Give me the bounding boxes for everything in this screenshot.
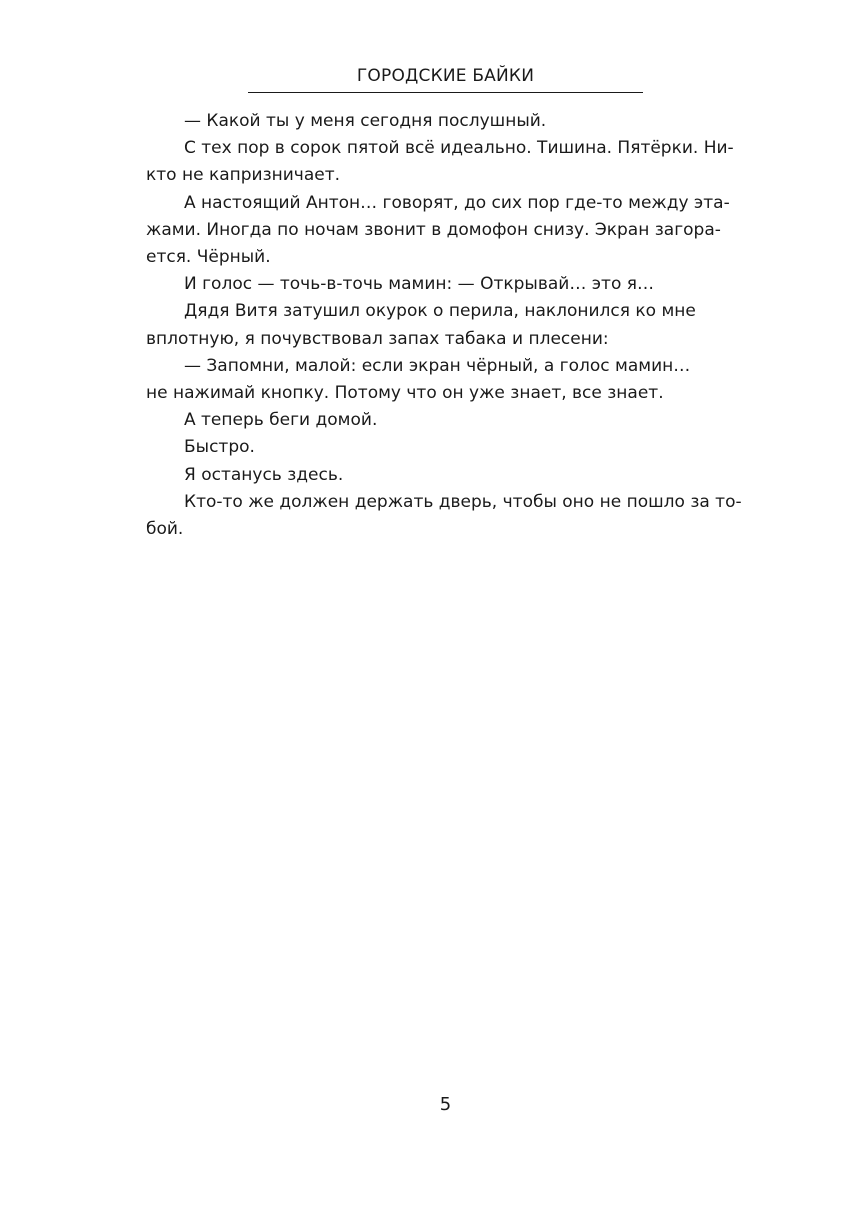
running-header-title: ГОРОДСКИЕ БАЙКИ	[356, 66, 535, 86]
text-line: жами. Иногда по ночам звонит в домофон снизу. Экран загора-	[146, 219, 721, 240]
text-line: С тех пор в сорок пятой всё идеально. Тишина. Пятёрки. Ни-	[184, 138, 734, 159]
text-line: Дядя Витя затушил окурок о перила, наклонился ко мне	[184, 301, 696, 322]
text-line: ется. Чёрный.	[146, 247, 271, 268]
text-line: кто не капризничает.	[146, 165, 341, 186]
text-line: А теперь беги домой.	[184, 410, 378, 431]
text-line: вплотную, я почувствовал запах табака и плесени:	[146, 328, 609, 349]
running-header	[248, 64, 643, 93]
text-line: — Запомни, малой: если экран чёрный, а голос мамин…	[184, 355, 691, 376]
text-line: А настоящий Антон… говорят, до сих пор где-то между эта-	[184, 192, 730, 213]
text-line: Я останусь здесь.	[184, 464, 344, 485]
text-line: И голос — точь-в-точь мамин: — Открывай… это я…	[184, 274, 654, 295]
text-line: бой.	[146, 519, 184, 540]
text-line: Кто-то же должен держать дверь, чтобы оно не пошло за то-	[184, 491, 742, 512]
text-line: Быстро.	[184, 437, 255, 458]
body-text	[146, 108, 746, 543]
text-line: — Какой ты у меня сегодня послушный.	[184, 111, 547, 131]
page-number: 5	[439, 1094, 452, 1115]
text-line: не нажимай кнопку. Потому что он уже знает, все знает.	[146, 383, 664, 404]
